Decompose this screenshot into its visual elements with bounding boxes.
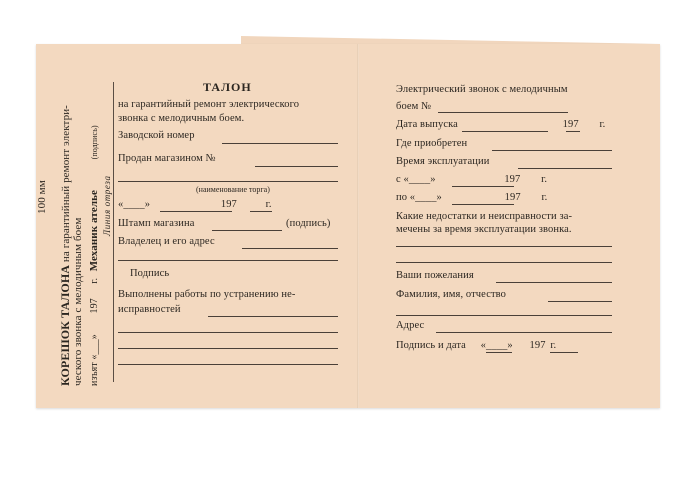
stub-line-1: [58, 105, 73, 386]
purchased-field[interactable]: [492, 150, 612, 151]
right-title-1: Электрический звонок с мелодичным: [396, 84, 568, 95]
address-label: Адрес: [396, 320, 425, 331]
cut-line: [113, 82, 114, 382]
from-year: 197: [504, 174, 521, 185]
left-title: ТАЛОН: [203, 80, 252, 94]
sign-date-label: Подпись и дата: [396, 340, 466, 351]
works-line-2: исправностей: [118, 304, 181, 315]
stub-taken-year: 197: [89, 298, 100, 314]
name-field-1[interactable]: [548, 301, 612, 302]
name-field-2[interactable]: [396, 315, 612, 316]
release-year: 197: [562, 119, 579, 130]
works-field-3[interactable]: [118, 348, 338, 349]
period-field[interactable]: [518, 168, 612, 169]
to-field[interactable]: [452, 204, 514, 205]
from-prefix: с «____»: [396, 174, 436, 185]
period-to: [396, 192, 547, 203]
period-label: Время эксплуатации: [396, 156, 490, 167]
sign-date-field-2[interactable]: [550, 352, 578, 353]
left-intro-2: звонка с мелодичным боем.: [118, 113, 245, 124]
sale-date-suffix: г.: [265, 199, 272, 210]
sale-date-year: 197: [220, 199, 237, 210]
defects-field-1[interactable]: [396, 246, 612, 247]
sale-date-field-1[interactable]: [160, 211, 232, 212]
period-from: [396, 174, 547, 185]
owner-field-1[interactable]: [242, 248, 338, 249]
release-date: [396, 119, 605, 130]
to-prefix: по «____»: [396, 192, 442, 203]
sign-label: Подпись: [130, 268, 170, 279]
to-year: 197: [504, 192, 521, 203]
right-title-2: боем №: [396, 101, 432, 112]
stub-taken-suffix: г.: [89, 277, 100, 284]
stub-title: КОРЕШОК ТАЛОНА: [58, 264, 72, 386]
serial-field[interactable]: [222, 143, 338, 144]
name-label: Фамилия, имя, отчество: [396, 289, 506, 300]
defects-line-1: Какие недостатки и неисправности за-: [396, 211, 573, 222]
stub-line-2: ческого звонка с мелодичным боем: [72, 217, 84, 386]
sale-date: [118, 199, 272, 210]
from-suffix: г.: [541, 174, 548, 185]
release-label: Дата выпуска: [396, 119, 458, 130]
owner-label: Владелец и его адрес: [118, 236, 215, 247]
works-field-2[interactable]: [118, 332, 338, 333]
works-field-4[interactable]: [118, 364, 338, 365]
shop-name-field[interactable]: [118, 181, 338, 182]
left-intro-1: на гарантийный ремонт электрического: [118, 99, 300, 110]
defects-field-2[interactable]: [396, 262, 612, 263]
sign-date-field[interactable]: [486, 352, 512, 353]
wishes-label: Ваши пожелания: [396, 270, 474, 281]
release-suffix: г.: [599, 119, 606, 130]
address-field[interactable]: [436, 332, 612, 333]
stub-cut-label: Линия отреза: [102, 175, 112, 236]
shop-name-hint: (наименование торга): [196, 185, 270, 194]
serial-label: Заводской номер: [118, 130, 195, 141]
sale-date-prefix: «____»: [118, 199, 151, 210]
owner-field-2[interactable]: [118, 260, 338, 261]
stamp-field[interactable]: [212, 230, 282, 231]
bell-number-field[interactable]: [438, 112, 568, 113]
sign-date-prefix: «____»: [480, 340, 513, 351]
to-suffix: г.: [541, 192, 548, 203]
release-field[interactable]: [462, 131, 548, 132]
stamp-signature-hint: (подпись): [286, 218, 331, 229]
sold-field[interactable]: [255, 166, 338, 167]
sale-date-field-2[interactable]: [250, 211, 272, 212]
works-field-1[interactable]: [208, 316, 338, 317]
purchased-label: Где приобретен: [396, 138, 468, 149]
stub-line1-rest: на гарантийный ремонт электри-: [60, 105, 72, 263]
stub-width-label: 100 мм: [36, 180, 48, 214]
defects-line-2: мечены за время эксплуатации звонка.: [396, 224, 572, 235]
stub-taken-prefix: изъят «___»: [89, 334, 100, 386]
wishes-field[interactable]: [496, 282, 612, 283]
stub-signature-hint: (подпись): [90, 125, 99, 160]
sign-date-year: 197: [529, 340, 546, 351]
sign-date-suffix: г.: [550, 340, 557, 351]
fold-crease: [357, 44, 359, 408]
release-field-2[interactable]: [566, 131, 580, 132]
sign-date: [396, 340, 556, 351]
stub-mechanic: Механик ателье: [88, 190, 100, 272]
stamp-label: Штамп магазина: [118, 218, 195, 229]
from-field[interactable]: [452, 186, 514, 187]
sold-label: Продан магазином №: [118, 153, 216, 164]
stub-line-3: [88, 125, 100, 386]
works-line-1: Выполнены работы по устранению не-: [118, 289, 296, 300]
